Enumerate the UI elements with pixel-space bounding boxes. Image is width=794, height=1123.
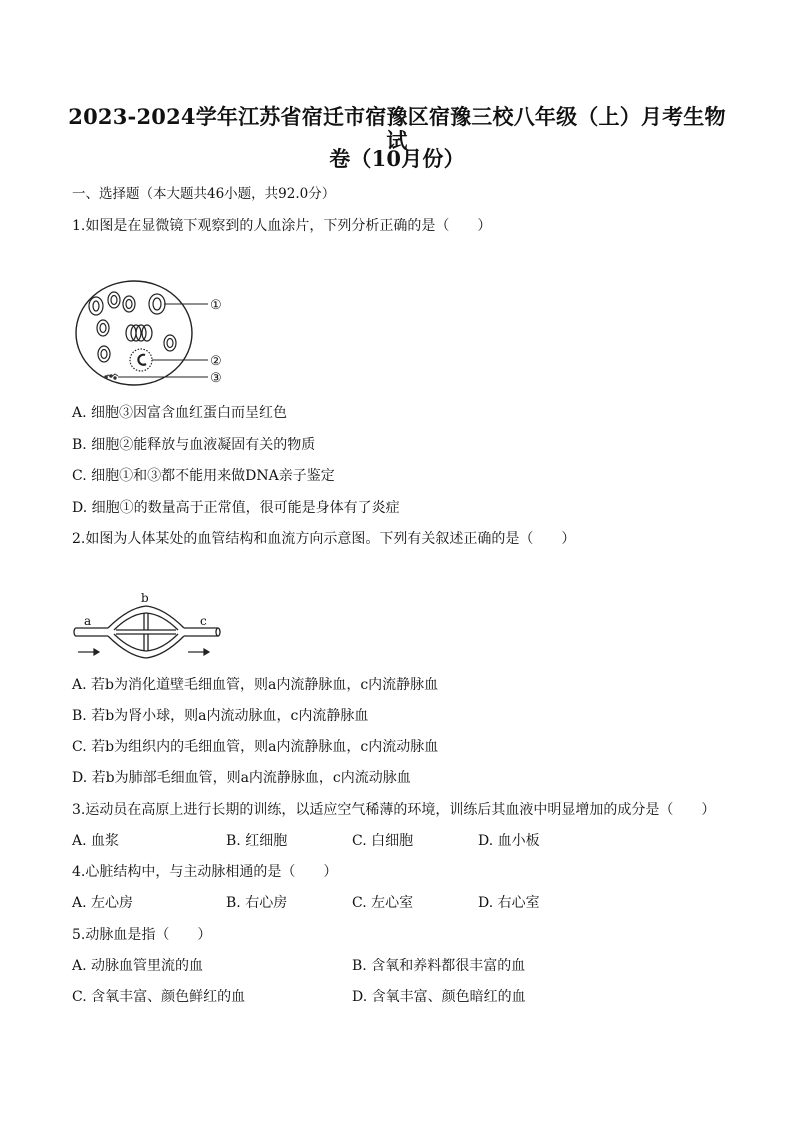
question-1-stem: 1.如图是在显微镜下观察到的人血涂片，下列分析正确的是（ ）	[72, 218, 492, 234]
q3-option-d[interactable]: D. 血小板	[478, 833, 540, 849]
q5-option-d[interactable]: D. 含氧丰富、颜色暗红的血	[352, 989, 526, 1005]
label-a: a	[84, 614, 92, 628]
q1-option-c[interactable]: C. 细胞①和③都不能用来做DNA亲子鉴定	[72, 468, 335, 484]
q2-option-c[interactable]: C. 若b为组织内的毛细血管，则a内流静脉血，c内流动脉血	[72, 739, 439, 755]
red-blood-cell	[98, 346, 110, 362]
question-4-stem: 4.心脏结构中，与主动脉相通的是（ ）	[72, 864, 338, 880]
red-blood-cell	[108, 292, 120, 308]
q4-option-d[interactable]: D. 右心室	[478, 895, 540, 911]
q2-option-d[interactable]: D. 若b为肺部毛细血管，则a内流静脉血，c内流动脉血	[72, 770, 411, 786]
platelets	[104, 374, 118, 379]
section-heading: 一、选择题（本大题共46小题，共92.0分）	[72, 186, 336, 202]
label-3: ③	[210, 371, 222, 386]
blood-vessel-figure	[72, 590, 232, 660]
q1-option-d[interactable]: D. 细胞①的数量高于正常值，很可能是身体有了炎症	[72, 500, 400, 516]
q5-option-b[interactable]: B. 含氧和养料都很丰富的血	[352, 958, 526, 974]
q4-option-b[interactable]: B. 右心房	[226, 895, 288, 911]
red-blood-cell	[142, 325, 152, 341]
label-b: b	[141, 591, 149, 605]
q4-option-a[interactable]: A. 左心房	[72, 895, 134, 911]
q3-option-a[interactable]: A. 血浆	[72, 833, 120, 849]
q2-option-a[interactable]: A. 若b为消化道壁毛细血管，则a内流静脉血，c内流静脉血	[72, 677, 439, 693]
label-c: c	[200, 614, 207, 628]
red-blood-cell	[164, 335, 176, 351]
q2-option-b[interactable]: B. 若b为肾小球，则a内流动脉血，c内流静脉血	[72, 708, 369, 724]
label-1: ①	[210, 298, 222, 313]
question-2-stem: 2.如图为人体某处的血管结构和血流方向示意图。下列有关叙述正确的是（ ）	[72, 531, 576, 547]
question-5-stem: 5.动脉血是指（ ）	[72, 927, 212, 943]
red-blood-cell	[149, 294, 165, 314]
red-blood-cell	[89, 297, 103, 315]
q1-option-a[interactable]: A. 细胞③因富含血红蛋白而呈红色	[72, 405, 288, 421]
blood-smear-figure	[70, 274, 260, 394]
q5-option-c[interactable]: C. 含氧丰富、颜色鲜红的血	[72, 989, 246, 1005]
microscope-field	[76, 281, 192, 385]
red-blood-cell	[123, 296, 135, 312]
question-3-stem: 3.运动员在高原上进行长期的训练，以适应空气稀薄的环境，训练后其血液中明显增加的成分是（ ）	[72, 802, 716, 818]
red-blood-cell	[97, 320, 109, 336]
q3-option-c[interactable]: C. 白细胞	[352, 833, 414, 849]
exam-title-line-2: 卷（10月份）	[329, 146, 465, 171]
q1-option-b[interactable]: B. 细胞②能释放与血液凝固有关的物质	[72, 437, 316, 453]
label-2: ②	[210, 354, 222, 369]
exam-title-line-1: 2023-2024学年江苏省宿迁市宿豫区宿豫三校八年级（上）月考生物试	[68, 104, 726, 153]
q3-option-b[interactable]: B. 红细胞	[226, 833, 288, 849]
q5-option-a[interactable]: A. 动脉血管里流的血	[72, 958, 204, 974]
q4-option-c[interactable]: C. 左心室	[352, 895, 414, 911]
white-blood-cell	[130, 349, 152, 371]
